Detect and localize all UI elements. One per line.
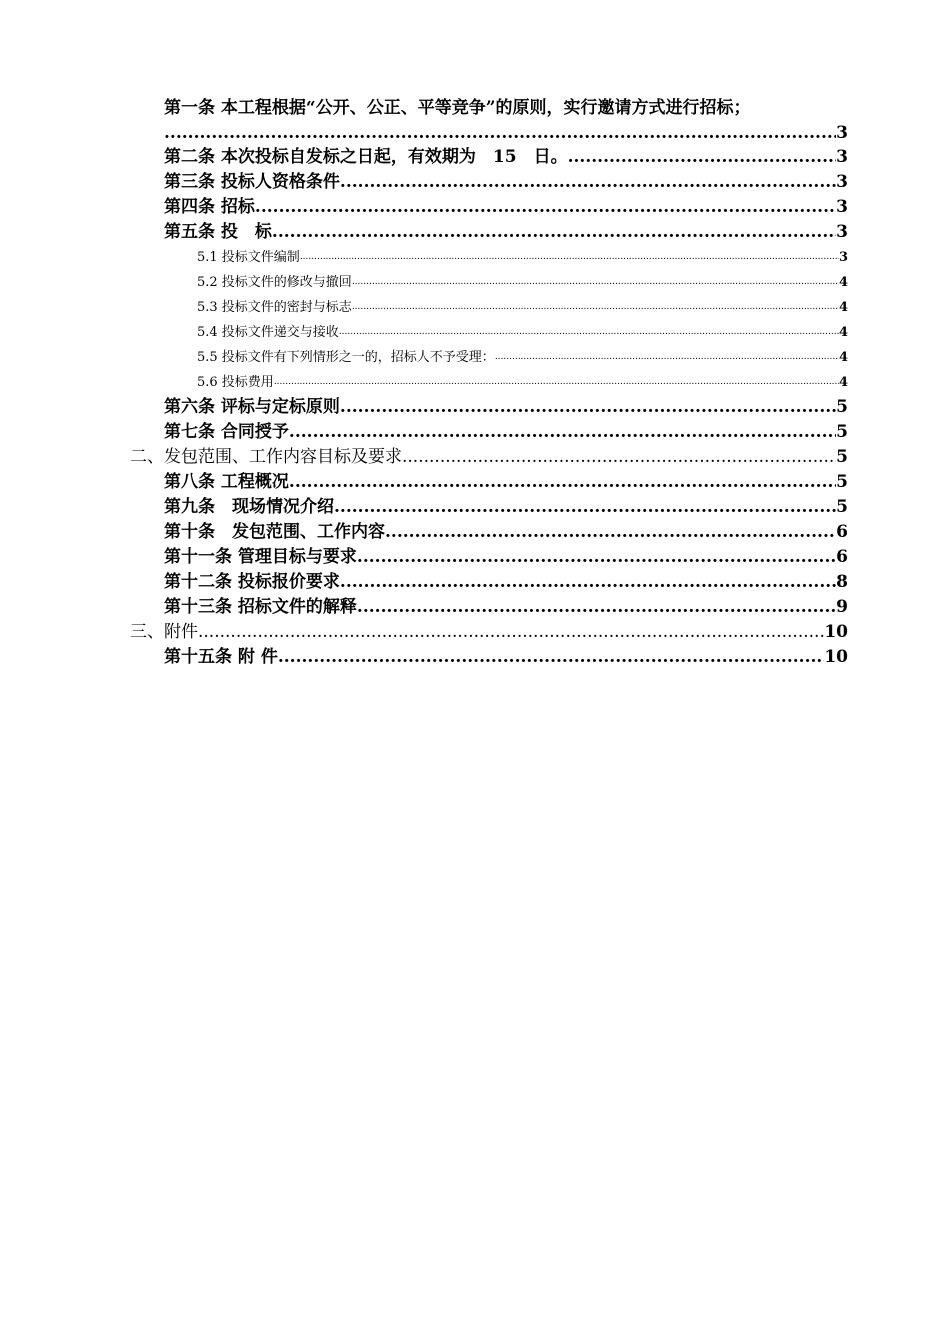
toc-leader [568, 145, 837, 170]
toc-leader [402, 445, 836, 470]
toc-entry-label: 5.5 投标文件有下列情形之一的，招标人不予受理： [197, 350, 495, 365]
table-of-contents [0, 96, 950, 670]
toc-page-number: 8 [836, 572, 848, 592]
toc-page-number: 5 [836, 447, 848, 467]
toc-page-number: 4 [838, 325, 848, 340]
toc-leader [385, 520, 836, 545]
toc-page-number: 6 [836, 547, 848, 567]
toc-entry-label: 第十五条 附 件 [164, 647, 278, 667]
toc-entry-label: 5.3 投标文件的密封与标志 [197, 300, 352, 315]
toc-entry-article-9[interactable] [0, 495, 848, 520]
toc-entry-section-2[interactable] [0, 445, 848, 470]
toc-leader [278, 645, 824, 670]
toc-entry-article-10[interactable] [0, 520, 848, 545]
toc-entry-article-8[interactable] [0, 470, 848, 495]
toc-entry-article-13[interactable] [0, 595, 848, 620]
toc-page-number: 3 [836, 123, 848, 143]
toc-entry-5-2[interactable] [0, 270, 848, 295]
toc-page-number: 5 [836, 422, 848, 442]
toc-entry-label: 第一条 本工程根据“公开、公正、平等竞争”的原则，实行邀请方式进行招标； [164, 98, 751, 118]
toc-leader [352, 293, 839, 320]
toc-leader [289, 420, 836, 445]
toc-leader [495, 343, 839, 370]
toc-entry-label: 第二条 本次投标自发标之日起，有效期为 15 日。 [164, 147, 568, 167]
toc-leader [352, 268, 839, 295]
toc-entry-article-2[interactable] [0, 145, 848, 170]
toc-page-number: 3 [838, 250, 848, 265]
toc-entry-label: 三、附件 [130, 622, 198, 642]
toc-page-number: 5 [836, 472, 848, 492]
toc-page-number: 4 [838, 375, 848, 390]
toc-entry-label: 第六条 评标与定标原则 [164, 397, 340, 417]
toc-leader [289, 470, 836, 495]
toc-leader [357, 545, 836, 570]
toc-page-number: 4 [838, 275, 848, 290]
toc-entry-label: 第九条 现场情况介绍 [164, 497, 334, 517]
toc-page-number: 3 [836, 147, 848, 167]
toc-entry-section-3[interactable] [0, 620, 848, 645]
toc-entry-label: 第八条 工程概况 [164, 472, 289, 492]
toc-entry-article-12[interactable] [0, 570, 848, 595]
toc-page-number: 10 [824, 622, 848, 642]
toc-entry-label: 5.4 投标文件递交与接收 [197, 325, 339, 340]
toc-entry-article-7[interactable] [0, 420, 848, 445]
toc-entry-article-15[interactable] [0, 645, 848, 670]
toc-leader [340, 170, 836, 195]
toc-page-number: 5 [836, 497, 848, 517]
toc-page-number: 6 [836, 522, 848, 542]
toc-page-number: 3 [836, 222, 848, 242]
toc-entry-5-1[interactable] [0, 245, 848, 270]
toc-leader [340, 570, 836, 595]
toc-entry-article-11[interactable] [0, 545, 848, 570]
toc-page-number: 4 [838, 300, 848, 315]
toc-leader [274, 368, 839, 395]
toc-page-number: 10 [824, 647, 848, 667]
toc-entry-5-6[interactable] [0, 370, 848, 395]
toc-entry-label: 第十三条 招标文件的解释 [164, 597, 357, 617]
toc-entry-article-1[interactable] [0, 96, 848, 145]
toc-entry-article-4[interactable] [0, 195, 848, 220]
toc-entry-label: 二、发包范围、工作内容目标及要求 [130, 447, 402, 467]
toc-entry-label: 第四条 招标 [164, 197, 255, 217]
toc-page-number: 9 [836, 597, 848, 617]
toc-leader [340, 395, 836, 420]
toc-page-number: 3 [836, 197, 848, 217]
toc-leader [334, 495, 836, 520]
toc-entry-article-6[interactable] [0, 395, 848, 420]
toc-entry-label: 5.2 投标文件的修改与撤回 [197, 275, 352, 290]
toc-entry-5-5[interactable] [0, 345, 848, 370]
toc-entry-label: 第五条 投 标 [164, 222, 272, 242]
toc-leader [164, 121, 836, 145]
toc-entry-label: 第十二条 投标报价要求 [164, 572, 340, 592]
toc-leader [255, 195, 836, 220]
toc-leader [300, 243, 839, 270]
toc-leader [198, 620, 824, 645]
toc-entry-label: 5.6 投标费用 [197, 375, 274, 390]
toc-page-number: 5 [836, 397, 848, 417]
toc-entry-label: 第十条 发包范围、工作内容 [164, 522, 385, 542]
toc-page-number: 3 [836, 172, 848, 192]
toc-entry-article-5[interactable] [0, 220, 848, 245]
toc-page-number: 4 [838, 350, 848, 365]
toc-entry-label: 第十一条 管理目标与要求 [164, 547, 357, 567]
toc-entry-5-4[interactable] [0, 320, 848, 345]
toc-entry-article-3[interactable] [0, 170, 848, 195]
toc-entry-label: 第三条 投标人资格条件 [164, 172, 340, 192]
toc-entry-5-3[interactable] [0, 295, 848, 320]
toc-entry-label: 5.1 投标文件编制 [197, 250, 300, 265]
toc-leader [339, 318, 839, 345]
toc-leader [357, 595, 836, 620]
toc-entry-label: 第七条 合同授予 [164, 422, 289, 442]
toc-leader [272, 220, 836, 245]
